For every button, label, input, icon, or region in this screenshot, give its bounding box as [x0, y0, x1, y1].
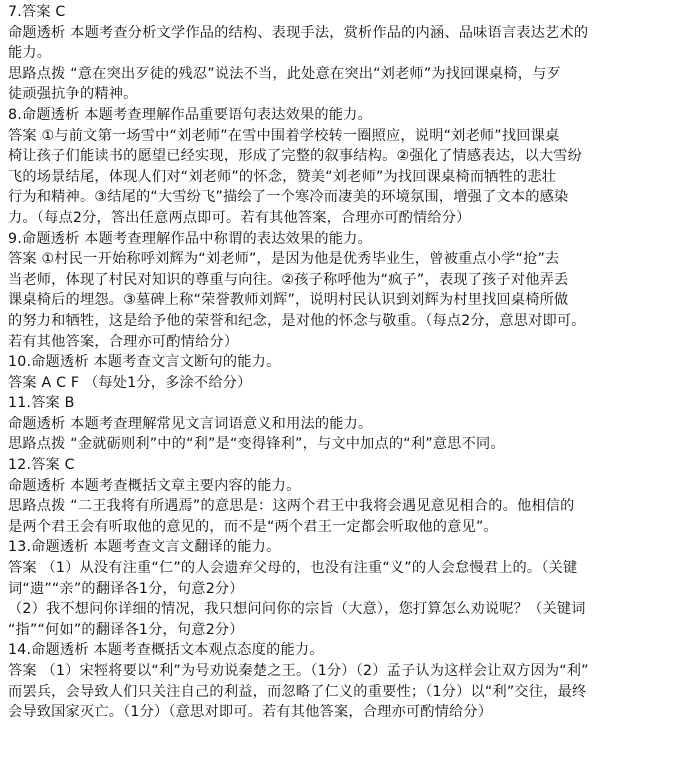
text-line: 飞的场景结尾，体现人们对“刘老师”的怀念，赞美“刘老师”为找回课桌椅而牺牲的悲壮: [8, 168, 557, 185]
text-line: 答案 （1）宋牼将要以“利”为号劝说秦楚之王。（1分）（2）孟子认为这样会让双方因为“利”: [8, 663, 589, 679]
text-line: 答案 （1）从没有注重“仁”的人会遗弃父母的，也没有注重“义”的人会怠慢君上的。（关键: [8, 560, 578, 577]
text-line: 12.答案 C: [8, 457, 75, 474]
text-line: 当老师，体现了村民对知识的尊重与向往。②孩子称呼他为“疯子”，表现了孩子对他弄丢: [8, 271, 569, 288]
text-line: 7.答案 C: [8, 4, 66, 20]
text-line: “指”“何如”的翻译各1分，句意2分）: [8, 621, 244, 638]
text-line: 词“遗”“亲”的翻译各1分，句意2分）: [8, 580, 244, 597]
text-line: 命题透析 本题考查理解常见文言词语意义和用法的能力。: [8, 415, 373, 432]
text-line: 思路点拨 “二王我将有所遇焉”的意思是：这两个君王中我将会遇见意见相合的。他相信的: [8, 498, 575, 515]
text-line: 答案 ①与前文第一场雪中“刘老师”在雪中围着学校转一圈照应，说明“刘老师”找回课桌: [8, 127, 560, 144]
text-line: 思路点拨 “金就砺则利”中的“利”是“变得锋利”，与文中加点的“利”意思不同。: [8, 436, 505, 453]
text-line: 13.命题透析 本题考查文言文翻译的能力。: [8, 539, 281, 556]
text-line: 答案 A C F （每处1分，多涂不给分）: [8, 374, 252, 391]
text-line: 思路点拨 “意在突出歹徒的残忍”说法不当，此处意在突出“刘老师”为找回课桌椅，与歹: [8, 65, 561, 82]
text-line: 11.答案 B: [8, 395, 75, 412]
text-line: 9.命题透析 本题考查理解作品中称谓的表达效果的能力。: [8, 230, 372, 247]
text-line: 椅让孩子们能读书的愿望已经实现，形成了完整的叙事结构。②强化了情感表达，以大雪纷: [8, 148, 583, 165]
text-line: 的努力和牺牲，这是给予他的荣誉和纪念，是对他的怀念与敬重。（每点2分，意思对即可。: [8, 312, 586, 329]
text-line: 行为和精神。③结尾的“大雪纷飞”描绘了一个寒冷而凄美的环境氛围，增强了文本的感染: [8, 189, 569, 206]
text-line: 14.命题透析 本题考查概括文本观点态度的能力。: [8, 642, 324, 659]
text-line: 徒顽强抗争的精神。: [8, 86, 138, 103]
text-line: 能力。: [8, 45, 52, 62]
text-line: 10.命题透析 本题考查文言文断句的能力。: [8, 354, 281, 371]
text-line: 8.命题透析 本题考查理解作品重要语句表达效果的能力。: [8, 106, 372, 123]
text-line: 命题透析 本题考查概括文章主要内容的能力。: [8, 477, 301, 494]
text-line: 命题透析 本题考查分析文学作品的结构、表现手法，赏析作品的内涵、品味语言表达艺术的: [8, 24, 589, 41]
text-line: （2）我不想问你详细的情况，我只想问问你的宗旨（大意），您打算怎么劝说呢？（关键词: [8, 601, 586, 618]
text-line: 会导致国家灭亡。（1分）（意思对即可。若有其他答案，合理亦可酌情给分）: [8, 704, 493, 721]
text-line: 答案 ①村民一开始称呼刘辉为“刘老师”，是因为他是优秀毕业生，曾被重点小学“抢”去: [8, 251, 560, 268]
text-line: 课桌椅后的埋怨。③墓碑上称“荣誉教师刘辉”，说明村民认识到刘辉为村里找回桌椅所做: [8, 292, 569, 309]
text-line: 是两个君王会有听取他的意见的，而不是“两个君王一定都会听取他的意见”。: [8, 518, 498, 535]
text-line: 而罢兵，会导致人们只关注自己的利益，而忽略了仁义的重要性；（1分）以“利”交往，最终: [8, 683, 587, 700]
text-line: 若有其他答案，合理亦可酌情给分）: [8, 333, 239, 350]
text-line: 力。（每点2分，答出任意两点即可。若有其他答案，合理亦可酌情给分）: [8, 209, 471, 226]
